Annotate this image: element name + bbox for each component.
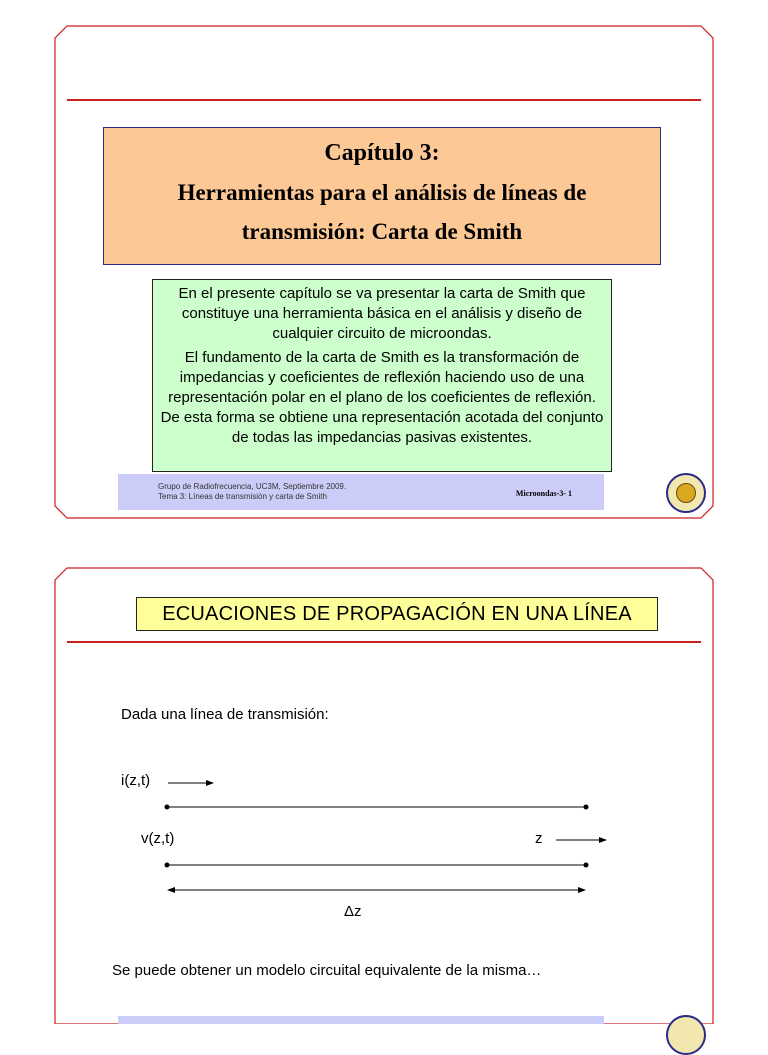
- chapter-title-line-1: Capítulo 3:: [324, 140, 440, 166]
- section-title: ECUACIONES DE PROPAGACIÓN EN UNA LÍNEA: [136, 597, 658, 631]
- university-logo: [666, 473, 706, 513]
- university-logo-emblem: [676, 483, 696, 503]
- footer-page-number: Microondas-3- 1: [515, 489, 572, 498]
- chapter-intro-box: [152, 279, 612, 472]
- footer-credits: [158, 482, 346, 502]
- voltage-label: v(z,t): [141, 830, 175, 847]
- university-logo-slide-2: [666, 1015, 706, 1055]
- transmission-line-intro: Dada una línea de transmisión:: [121, 706, 329, 723]
- footer-line-2: Tema 3: Líneas de transmisión y carta de Smith: [158, 492, 327, 501]
- chapter-title-line-3: transmisión: Carta de Smith: [241, 219, 523, 244]
- equivalent-model-text: Se puede obtener un modelo circuital equivalente de la misma…: [112, 962, 542, 979]
- current-label: i(z,t): [121, 772, 151, 789]
- intro-paragraph-2: El fundamento de la carta de Smith es la transformación de impedancias y coeficientes de reflexión haciendo uso de una representación polar en el plano de los coeficientes de reflexión. De esta forma se obtiene una representación acotada del conjunto de todas las impedancias pasivas existentes.: [160, 349, 604, 446]
- z-axis-label: z: [535, 830, 543, 847]
- slide-1-footer: [118, 474, 604, 510]
- slide-2-header-rule: [67, 641, 701, 643]
- slide-1-header-rule: [67, 99, 701, 101]
- chapter-title-box: [103, 127, 661, 265]
- intro-paragraph-1: En el presente capítulo se va presentar la carta de Smith que constituye una herramienta básica en el análisis y diseño de cualquier circuito de microondas.: [178, 285, 586, 342]
- footer-line-1: Grupo de Radiofrecuencia, UC3M, Septiembre 2009.: [158, 482, 347, 491]
- slide-2-footer: [118, 1016, 604, 1024]
- delta-z-label: Δz: [344, 903, 362, 920]
- chapter-title-line-2: Herramientas para el análisis de líneas de: [177, 180, 587, 205]
